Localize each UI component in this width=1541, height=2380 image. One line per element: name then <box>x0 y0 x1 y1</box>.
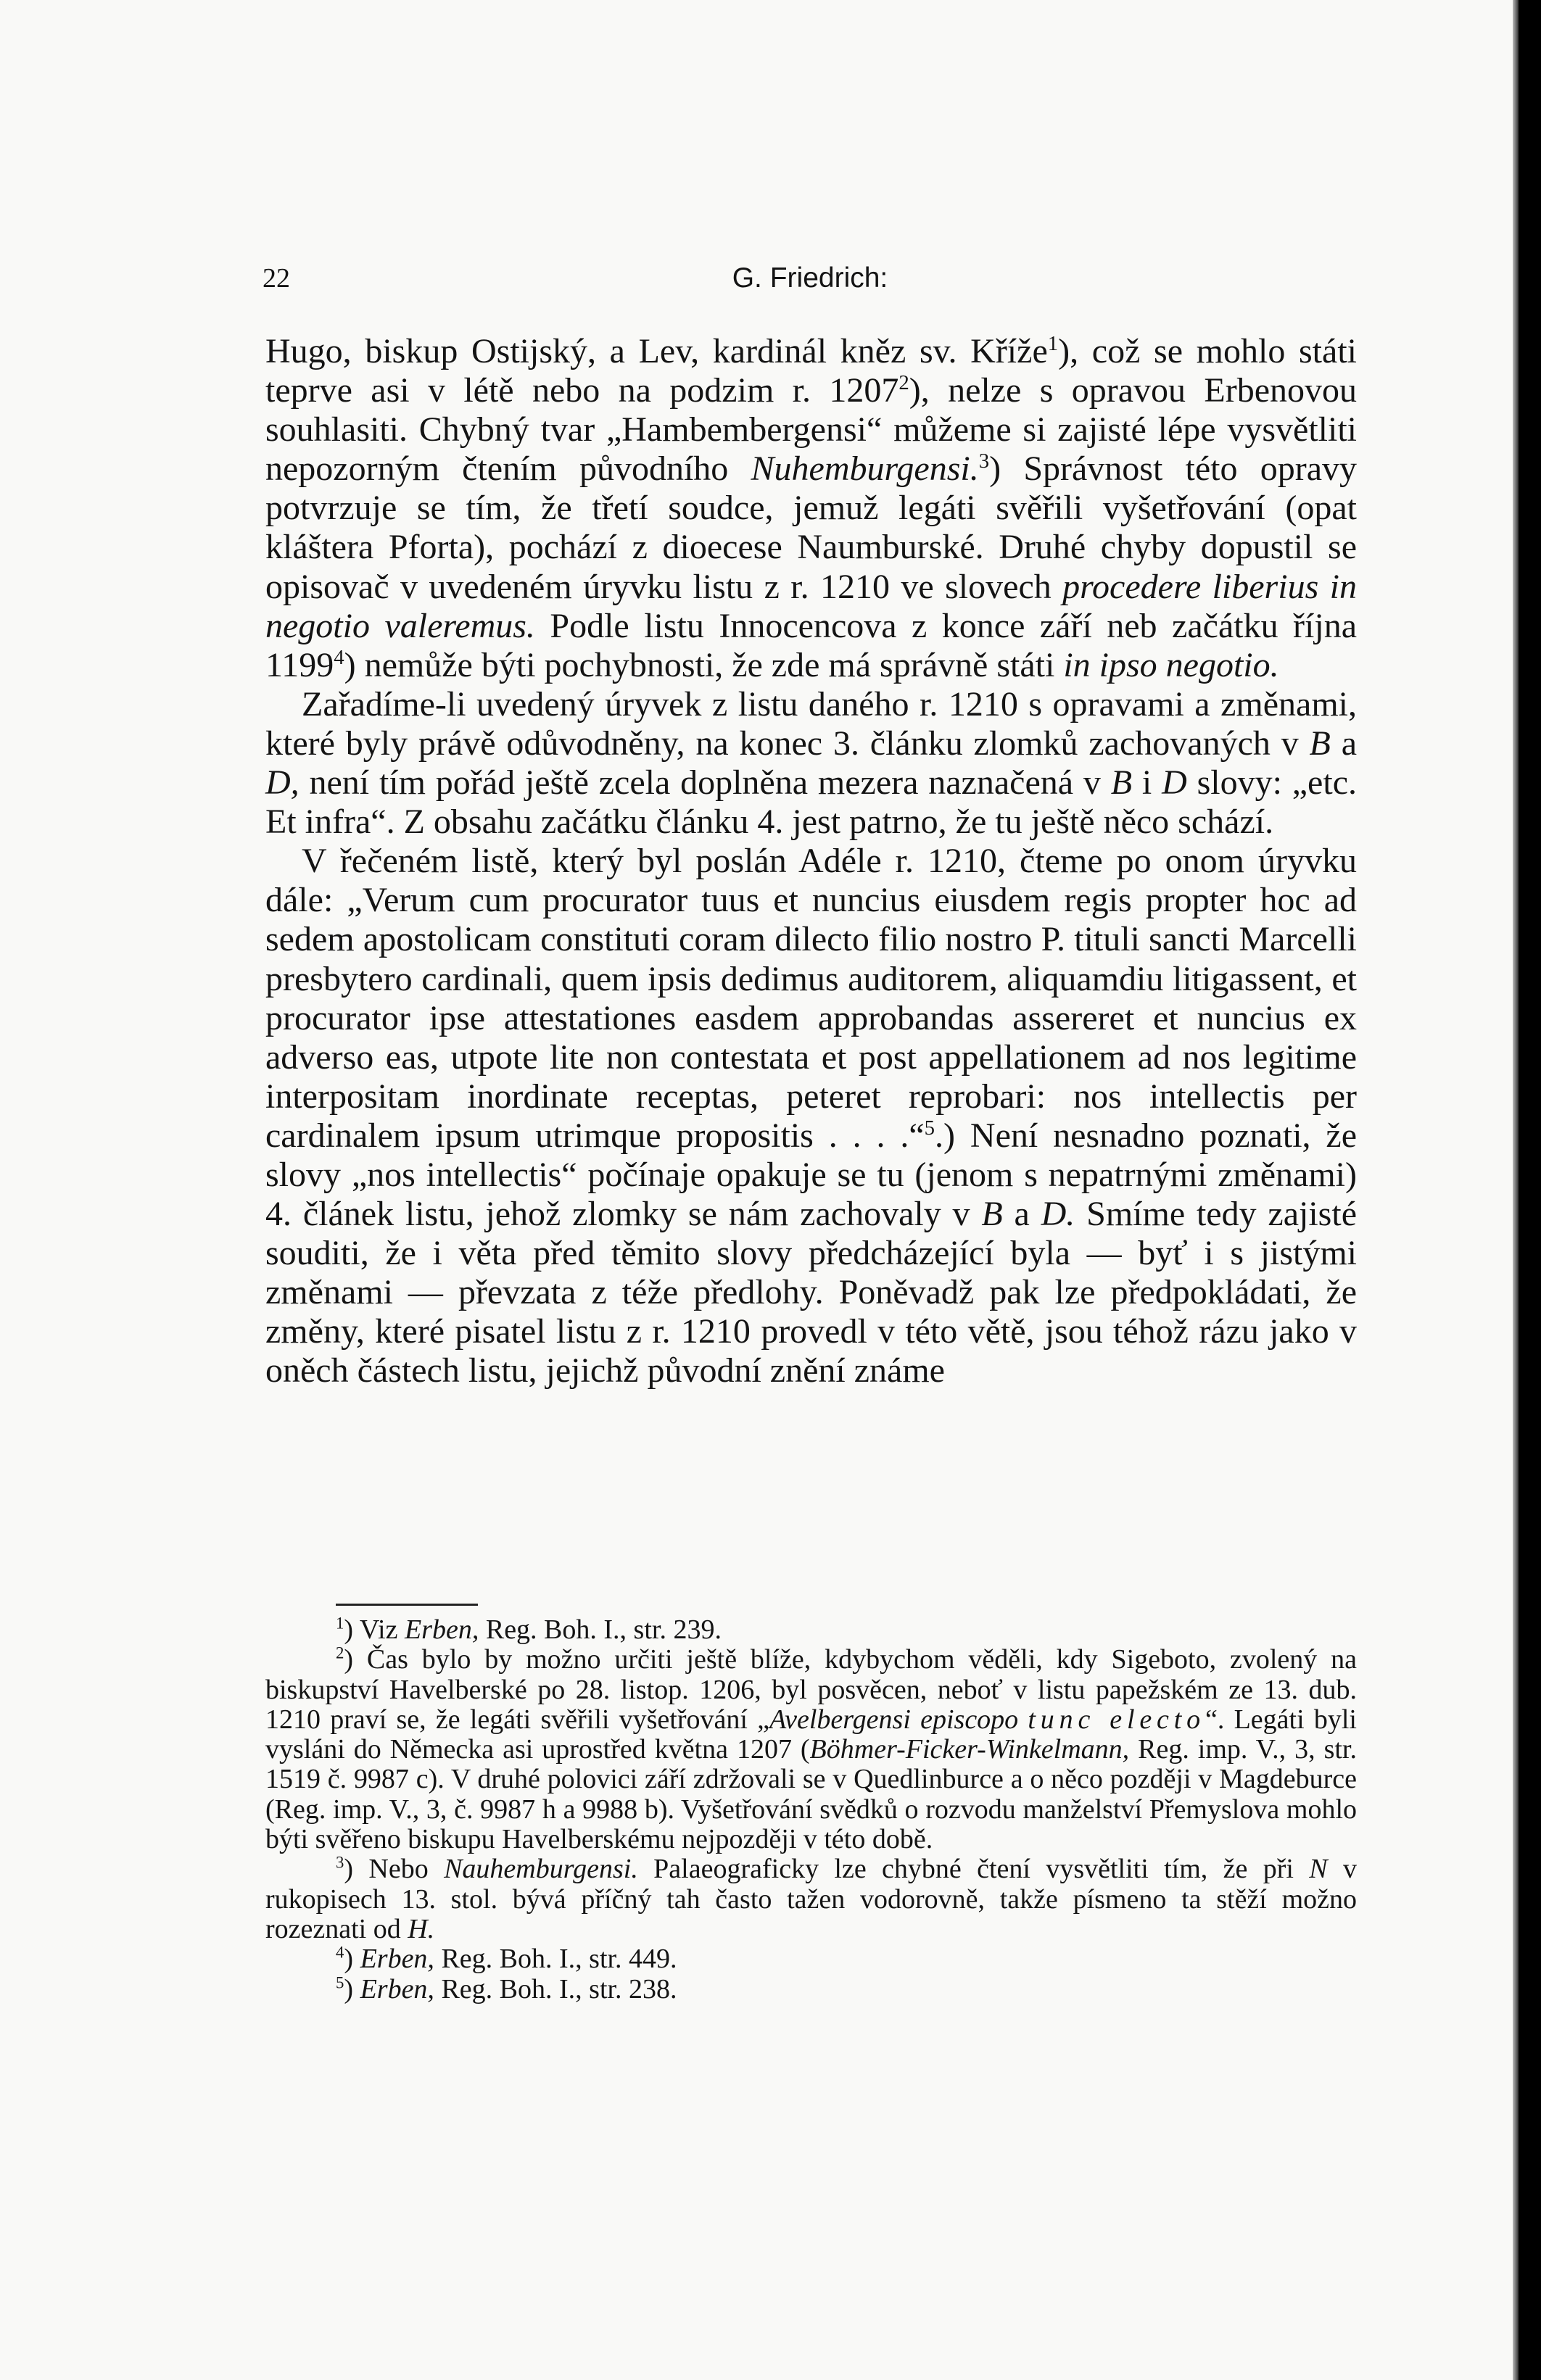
footnotes <box>265 1615 1357 2004</box>
page-number: 22 <box>263 263 290 294</box>
footnote-3: $^3$) Nebo Nauhemburgensi. Palaeograficky lze chybné čtení vysvětliti tím, že při N v rukopisech 13. stol. bývá příčný tah často tažen vodorovně, takže písmeno ta stěží možno rozeznati od H. <box>265 1853 1358 1944</box>
footnote-2: $^2$) Čas bylo by možno určiti ještě blíže, kdybychom věděli, kdy Sigeboto, zvolený na biskupství Havelberské po 28. listop. 1206, byl posvěcen, neboť v listu papežském ze 13. dub. 1210 praví se, že legáti svěřili vyšetřování „Avelbergensi episcopo tunc electo“. Legáti byli vysláni do Německa asi uprostřed května 1207 (Böhmer-Ficker-Winkelmann, Reg. imp. V., 3, str. 1519 č. 9987 c). V druhé polovici září zdržovali se v Quedlinburce a o něco později v Magdeburce (Reg. imp. V., 3, č. 9987 h a 9988 b). Vyšetřování svědků o rozvodu manželství Přemyslova mohlo býti svěřeno biskupu Havelberskému nejpozději v této době. <box>265 1643 1357 1855</box>
footnote-4: $^4$) Erben, Reg. Boh. I., str. 449. <box>336 1943 677 1975</box>
footnote-ref: 1 <box>1047 332 1059 355</box>
footnote-1: $^1$) Viz Erben, Reg. Boh. I., str. 239. <box>336 1614 722 1645</box>
footnote-ref: 4 <box>334 645 344 669</box>
paragraph-1: Hugo, biskup Ostijský, a Lev, kardinál kněz sv. Kříže$^1$), což se mohlo státi teprve asi v létě nebo na podzim r. 1207$^2$), nelze s opravou Erbenovou souhlasiti. Chybný tvar „Hambembergensi“ můžeme si zajisté lépe vysvětliti nepozorným čtením původního Nuhemburgensi.$^3$) Správnost této opravy potvrzuje se tím, že třetí soudce, jemuž legáti svěřili vyšetřování (opat kláštera Pforta), pochází z dioecese Naumburské. Druhé chyby dopustil se opisovač v uvedeném úryvku listu z r. 1210 ve slovech procedere liberius in negotio valeremus. Podle listu Innocencova z konce září neb začátku října 1199$^4$) nemůže býti pochybnosti, že zde má správně státi in ipso negotio. <box>265 332 1358 684</box>
running-title: G. Friedrich: <box>732 262 888 294</box>
main-text <box>265 332 1357 1391</box>
paragraph-2: Zařadíme-li uvedený úryvek z listu daného r. 1210 s opravami a změnami, které byly právě odůvodněny, na konec 3. článku zlomků zachovaných v B a D, není tím pořád ještě zcela doplněna mezera naznačená v B i D slovy: „etc. Et infra“. Z obsahu začátku článku 4. jest patrno, že tu ještě něco schází. <box>265 684 1357 842</box>
page-edge <box>1513 0 1519 2380</box>
footnote-ref: 2 <box>898 371 909 395</box>
footnote-ref: 5 <box>924 1116 935 1140</box>
page-header <box>263 262 1358 306</box>
footnote-separator <box>336 1604 478 1606</box>
footnote-ref: 3 <box>978 449 990 473</box>
footnote-5: $^5$) Erben, Reg. Boh. I., str. 238. <box>336 1973 677 2004</box>
paragraph-3: V řečeném listě, který byl poslán Adéle r. 1210, čteme po onom úryvku dále: „Verum cum procurator tuus et nuncius eiusdem regis propter hoc ad sedem apostolicam constituti coram dilecto filio nostro P. tituli sancti Marcelli presbytero cardinali, quem ipsis dedimus auditorem, aliquamdiu litigassent, et procurator ipse attestationes easdem approbandas assereret et nuncius ex adverso eas, utpote lite non contestata et post appellationem ad nos legitime interpositam inordinate receptas, peteret reprobari: nos intellectis per cardinalem ipsum utrimque propositis . . . .“$^5$.) Není nesnadno poznati, že slovy „nos intellectis“ počínaje opakuje se tu (jenom s nepatrnými změnami) 4. článek listu, jehož zlomky se nám zachovaly v B a D. Smíme tedy zajisté souditi, že i věta před těmito slovy předcházející byla — byť i s jistými změnami — převzata z téže předlohy. Poněvadž pak lze předpokládati, že změny, které pisatel listu z r. 1210 provedl v této větě, jsou téhož rázu jako v oněch částech listu, jejichž původní znění známe <box>265 842 1358 1390</box>
